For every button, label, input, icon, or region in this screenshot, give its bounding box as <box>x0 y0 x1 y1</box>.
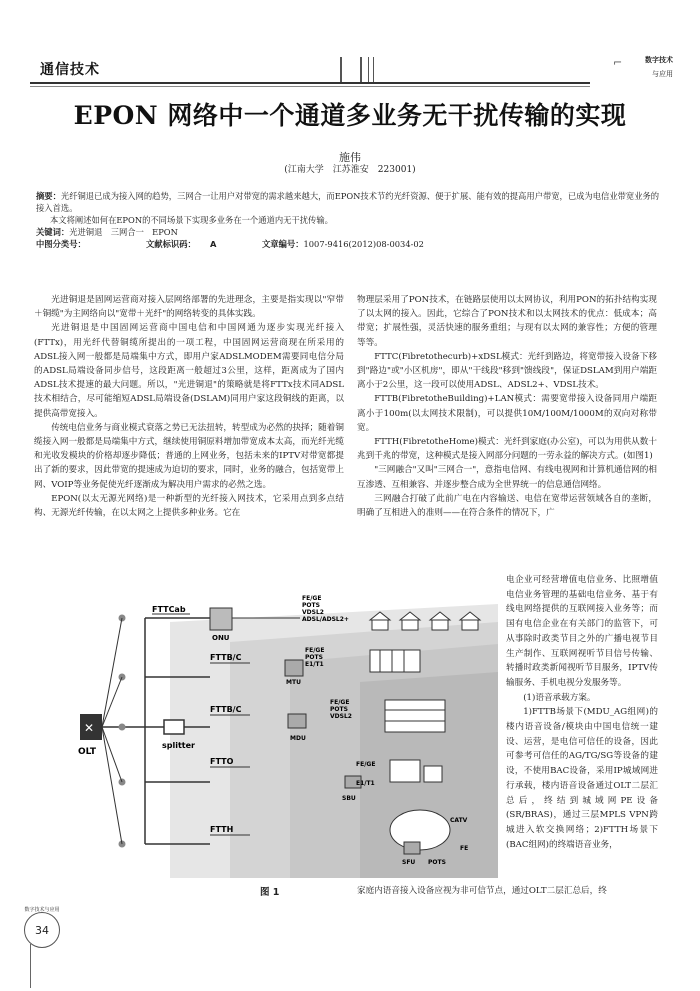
fttcab-label: FTTCab <box>152 605 186 614</box>
abstract-label: 摘要： <box>36 191 61 201</box>
paragraph: 光进铜退是中国固网运营商中国电信和中国网通为逐步实现光纤接入(FTTx)，用光纤代替铜缆所提出的一项工程，中国固网运营商现在所采用的ADSL接入网一般都是局端集中方式，即用户家ADSLMODEM需要同电信分局的ADSL局端设备同步信号，这段距离一般超过3公里，这样，距离成为了国内ADSL技术提速的最大问题。所以，"光进铜退"的策略就是将FTTx技术同ADSL技术相结合，尽可能缩短ADSL局端设备(DSLAM)同用户家这段铜线的距离，以提供高带宽接入。 <box>34 323 344 419</box>
sbu-label: SBU <box>342 795 356 802</box>
splitter-icon <box>164 720 184 734</box>
article-no-label: 文章编号： <box>262 239 304 249</box>
header-decoration-thin <box>368 57 374 83</box>
service-label: POTS <box>305 654 323 661</box>
right-narrow-column <box>506 573 658 852</box>
mdu-device-icon <box>288 714 306 728</box>
abstract <box>36 190 666 214</box>
doc-code-value: A <box>210 239 217 249</box>
abstract-text: 光纤铜退已成为接入网的趋势，三网合一让用户对带宽的需求越来越大，而EPON技术节约光纤资源、便于扩展、能有效的提高用户带宽，已成为电信业带宽业务的接入首选。 <box>36 191 660 213</box>
classification-row <box>36 238 666 250</box>
sfu-label: SFU <box>402 859 416 866</box>
page-number-line <box>30 944 31 988</box>
splitter-label: splitter <box>162 741 195 750</box>
header-rule <box>30 82 590 84</box>
sfu-device-icon <box>404 842 420 854</box>
service-label: VDSL2 <box>330 713 352 720</box>
keywords-label: 关键词： <box>36 227 70 237</box>
catv-label: CATV <box>450 817 468 824</box>
ftto-label: FTTO <box>210 757 234 766</box>
service-label: FE/GE <box>302 595 322 602</box>
right-column <box>357 293 657 520</box>
article-no-value: 1007-9416(2012)08-0034-02 <box>303 239 424 249</box>
clc-label: 中图分类号： <box>36 239 86 249</box>
paragraph: 传统电信业务与商业模式衰落之势已无法扭转，转型成为必然的抉择；随着铜缆接入网一般都是局端集中方式，继续使用铜原料增加带宽成本太高，而光纤光缆和光收发模块的价格却逐步降低；普通的上网业务，包括未来的IPTV对带宽都提出了新的要求，因此带宽的提速成为迫切的要求，同时，业务的融合，包括宽带上网、VOIP等业务促使光纤逐渐成为解决用户需求的必然之选。 <box>34 422 344 490</box>
paragraph: EPON(以太无源光网络)是一种新型的光纤接入网技术，它采用点到多点结构、无源光纤传输，在以太网之上提供多种业务。它在 <box>34 493 344 519</box>
logo-mark-icon: ⌐ <box>613 56 623 69</box>
paragraph: FTTB(FibretotheBuilding)+LAN模式：需要宽带接入设备同用户端距离小于100m(以太网技术限制)，可以提供10M/100M/1000M的双向对称带宽。 <box>357 394 657 433</box>
service-label: FE/GE <box>356 761 376 768</box>
service-label: FE/GE <box>330 699 350 706</box>
keywords <box>36 226 666 238</box>
keywords-value: 光进铜退 三网合一 EPON <box>69 227 178 237</box>
paragraph-continuation: 家庭内语音接入设备应视为非可信节点，通过OLT二层汇总后，终 <box>357 886 607 896</box>
abstract-block <box>36 190 666 250</box>
journal-logo <box>607 55 673 85</box>
apartment-icon <box>385 700 445 732</box>
mtu-label: MTU <box>286 679 301 686</box>
paragraph: 电企业可经营增值电信业务、比照增值电信业务管理的基础电信业务、基于有线电网络提供的互联网接入业务等；而国有电信企业在有关部门的监管下，可从事除时政类节目之外的广播电视节目生产制作、互联网视听节目信号传输、转播时政类新闻视听节目服务，IPTV传输服务、手机电视分发服务等。 <box>506 575 658 688</box>
service-label: POTS <box>330 706 348 713</box>
paragraph: (1)语音承载方案。 <box>523 692 596 703</box>
svg-text:✕: ✕ <box>84 721 95 735</box>
paragraph: "三网融合"又叫"三网合一"，意指电信网、有线电视网和计算机通信网的相互渗透、互相兼容、并逐步整合成为全世界统一的信息通信网络。 <box>357 465 657 490</box>
page-number: 34 <box>24 912 60 948</box>
paragraph: FTTC(Fibretothecurb)+xDSL模式：光纤到路边，将宽带接入设备下移到"路边"或"小区机房"，即从"干线段"移到"馈线段"，保证DSLAM到用户端距离小于2公里，这一段可以使用ADSL、ADSL2+、VDSL技术。 <box>357 351 657 391</box>
building-icon <box>370 650 420 672</box>
service-label: ADSL/ADSL2+ <box>302 616 349 623</box>
header-decoration <box>340 57 362 83</box>
service-label: E1/T1 <box>305 661 324 668</box>
fttb-c-label: FTTB/C <box>210 653 242 662</box>
service-label: E1/T1 <box>356 780 375 787</box>
paragraph: FTTH(FibretotheHome)模式：光纤到家庭(办公室)，可以为用供从数十兆到千兆的带宽，这种模式是接入网部分问题的一劳永益的解决方式。(如图1) <box>357 437 657 462</box>
header-rule-thin <box>30 86 590 87</box>
affiliation: (江南大学 江苏淮安 223001) <box>284 165 416 175</box>
figure-caption: 图 1 <box>260 887 280 898</box>
paragraph: 物理层采用了PON技术，在链路层使用以太网协议，利用PON的拓扑结构实现了以太网的接入。因此，它综合了PON技术和以太网技术的优点：低成本；高带宽；扩展性强，灵活快速的服务重组；与现有以太网的兼容性；方便的管理等等。 <box>357 295 657 348</box>
mdu-label: MDU <box>290 735 306 742</box>
service-label: POTS <box>302 602 320 609</box>
pots-label: POTS <box>428 859 446 866</box>
paragraph: 1)FTTB场景下(MDU_AG组网)的楼内语音设备/模块由中国电信统一建设、运营，是电信可信任的设备，因此可参考可信任的AG/TG/SG等设备的建设，不使用BAC设备，采用IP城域网进行承载，楼内语音设备通过OLT二层汇总后，终结到城域网PE设备(SR/BRAS)，通过三层MPLS VPN跨城进入软交换网络；2)FTTH场景下(BAC组网)的终端语音业务， <box>506 707 658 850</box>
fe-label: FE <box>460 845 469 852</box>
section-label: 通信技术 <box>40 62 100 78</box>
abstract-text-2: 本文将阐述如何在EPON的不同场景下实现多业务在一个通道内无干扰传输。 <box>50 215 333 225</box>
service-label: VDSL2 <box>302 609 324 616</box>
figure-network-diagram <box>40 582 498 878</box>
paragraph: 光进铜退是固网运营商对接入层网络部署的先进理念，主要是指实现以"窄带＋铜缆"为主网络向以"宽带＋光纤"的网络转变的具体实践。 <box>34 295 344 320</box>
running-header <box>30 55 675 85</box>
logo-text-top: 数字技术 <box>645 56 673 64</box>
mtu-device-icon <box>285 660 303 676</box>
fttb-c-label: FTTB/C <box>210 705 242 714</box>
onu-label: ONU <box>212 634 230 642</box>
paragraph: 三网融合打破了此前广电在内容输送、电信在宽带运营领域各自的垄断，明确了互相进入的准则——在符合条件的情况下，广 <box>357 493 657 519</box>
onu-device-icon <box>210 608 232 630</box>
olt-label: OLT <box>78 747 97 757</box>
left-column <box>34 293 344 520</box>
logo-text-bottom: 与应用 <box>652 70 673 78</box>
ftth-label: FTTH <box>210 825 234 834</box>
article-title: EPON 网络中一个通道多业务无干扰传输的实现 <box>73 101 627 130</box>
service-label: FE/GE <box>305 647 325 654</box>
author: 施伟 <box>339 151 361 164</box>
page-arc-text: 数字技术与应用 <box>24 907 60 913</box>
doc-code-label: 文献标识码： <box>146 239 196 249</box>
